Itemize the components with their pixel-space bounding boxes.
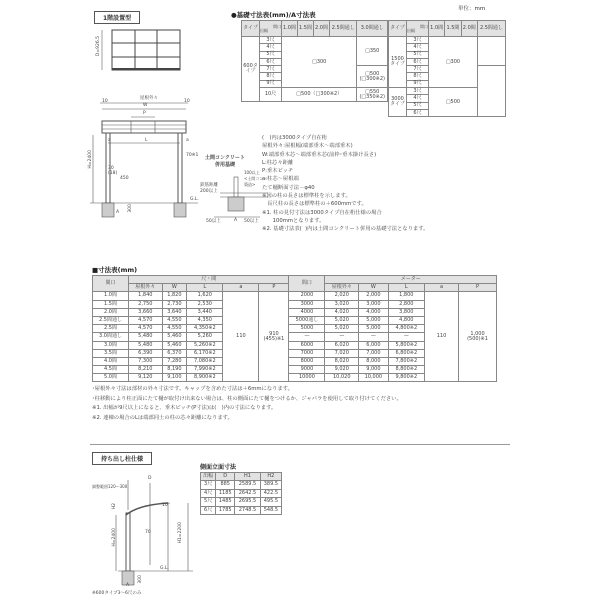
th-col: 1.0間 (282, 21, 298, 37)
cell: 4.5間 (93, 366, 129, 374)
cell: 8000 (289, 357, 325, 365)
depth-dimension: D=926.5 (96, 36, 101, 57)
legend-note: たて樋断面寸法－φ40 (262, 184, 315, 191)
cell: 389.5 (260, 481, 281, 490)
row-label: 8尺 (260, 73, 282, 80)
unit-label: 単位：mm (458, 6, 486, 12)
d-label: D (148, 476, 152, 481)
side-title: 側面立面寸法 (200, 464, 237, 471)
th-side: D (216, 473, 235, 481)
cell: 9,120 (129, 374, 163, 382)
cell: 5,460 (162, 341, 187, 349)
th-l: L (187, 284, 223, 292)
cell: 1185 (216, 489, 235, 498)
table-row (201, 489, 282, 498)
dims-note: ･屋根外々寸法は部材の外々寸法です。キャップを含めた寸法は＋6mmになります。 (92, 386, 293, 392)
a-left-label: a (108, 138, 111, 143)
type-1500: 1500タイプ (389, 37, 407, 88)
cell: 3.0間 (93, 341, 129, 349)
type-600: 600タイプ (242, 37, 260, 102)
cell: 9,020 (325, 366, 359, 374)
slab-title: 土間コンクリート 併用基礎 (205, 155, 245, 168)
cell: 7,300 (129, 357, 163, 365)
row-label: 4尺 (407, 44, 429, 51)
cell: 5,460 (162, 333, 187, 341)
cell-a-right: 110 (425, 292, 459, 382)
slab-side-right: 50以上 (244, 219, 259, 224)
cell: 4,020 (325, 308, 359, 316)
slab-side-left: 50以上 (206, 219, 221, 224)
cell: 6,020 (325, 341, 359, 349)
cell: 3,000 (359, 300, 389, 308)
th-frontage: 間口 (93, 276, 129, 292)
dims-note: ･柱移動により柱正面にたて樋が取付け出来ない場合は、柱の側面にたて樋をつけるか、ジャバラを使用して取り付けてください。 (92, 395, 402, 402)
cell: 6,000 (359, 341, 389, 349)
cell: 3,020 (325, 300, 359, 308)
table-row (93, 292, 497, 300)
cell: 4,000 (359, 308, 389, 316)
row-label: 7尺 (407, 66, 429, 73)
h1-label: H1=2200 (178, 522, 183, 544)
cell: 6尺 (201, 506, 216, 515)
post-size-label: 70※1 (186, 153, 199, 158)
gutter-label: 30 (18) (108, 166, 118, 176)
row-label: 5尺 (407, 102, 429, 109)
cantilever-note: ※600タイプ3～6尺のみ (92, 591, 142, 596)
cell: 5,260 (187, 333, 223, 341)
base-depth-label: 300 (128, 204, 133, 213)
gl-label: G.L. (190, 197, 199, 202)
cell: 5000通し (289, 316, 325, 324)
legend-note: ※2. 基礎寸法表( )内は土間コンクリート併用の基礎寸法となります。 (262, 226, 429, 233)
th-frontage-projection: 間口 出幅 (260, 21, 282, 37)
cell: 2589.5 (235, 481, 261, 490)
cell: 9,000 (359, 366, 389, 374)
depth-label: 300 (138, 575, 143, 584)
row-label: 6尺 (407, 58, 429, 65)
cell: 3,440 (187, 308, 223, 316)
empty-cell (477, 37, 505, 66)
cell: 2,730 (162, 300, 187, 308)
cell: 3,640 (162, 308, 187, 316)
cell-a-left: 110 (223, 292, 259, 382)
h-label: H=2400 (112, 528, 117, 547)
value-500: □500 (□300※2) (357, 66, 388, 88)
th-col: 3.0間通し (357, 21, 388, 37)
th-p: P (259, 284, 289, 292)
row-label: 9尺 (407, 80, 429, 87)
row-label: 5尺 (260, 51, 282, 58)
th-col: 2.5間通し (477, 21, 505, 37)
cell: 3000 (289, 300, 325, 308)
slab-a-label: A (234, 218, 238, 223)
legend-note: P:垂木ピッチ (262, 168, 294, 175)
cell: 1,820 (162, 292, 187, 300)
th-l: L (388, 284, 424, 292)
cell-p-left: 910 (455)※1 (259, 292, 289, 382)
cell: 9,100 (162, 374, 187, 382)
adjust-range-label: 調整範囲120～300 (92, 484, 128, 489)
th-w: W (359, 284, 389, 292)
cell: 3尺 (201, 481, 216, 490)
cell: 1.5間 (93, 300, 129, 308)
value-550: □550 (□350※2) (357, 88, 388, 102)
cell: 4,570 (129, 325, 163, 333)
base-a-label: A (116, 210, 120, 215)
cell: 4.0間 (93, 357, 129, 365)
cell: 10,020 (325, 374, 359, 382)
cell: 7,000 (359, 349, 389, 357)
foundation-table-600 (241, 20, 388, 102)
th-w: W (162, 284, 187, 292)
row-label: 8尺 (407, 73, 429, 80)
dims-note: ※1. 出幅が9尺以上になると、垂木ピッチ(P寸法)は( )内の寸法になります。 (92, 405, 277, 411)
th-group-left: 尺・間 (129, 276, 289, 284)
cell: 2,020 (325, 292, 359, 300)
legend-note: 屋根外々:屋根幅(端部垂木～端部垂木) (262, 143, 353, 150)
row-label: 6尺 (260, 58, 282, 65)
cell: 5尺 (201, 498, 216, 507)
cell: 2.0間 (93, 308, 129, 316)
a-right-label: a (186, 138, 189, 143)
cell: 8,210 (129, 366, 163, 374)
th-col: 1.5間 (298, 21, 314, 37)
row-label: 10尺 (260, 88, 282, 102)
cell: 1.0間 (93, 292, 129, 300)
table-row (201, 506, 282, 515)
th-col: 1.5間 (445, 21, 461, 37)
l-label: L (145, 138, 148, 143)
cell: 10,000 (359, 374, 389, 382)
value-1500: □300 (429, 37, 478, 88)
cell: 5,000 (359, 325, 389, 333)
cell: 8,190 (162, 366, 187, 374)
foundation-table-1500-3000 (388, 20, 506, 117)
th-a: a (223, 284, 259, 292)
side-elevation-table (200, 472, 282, 515)
cell: 422.5 (260, 489, 281, 498)
cell: 1,840 (129, 292, 163, 300)
row-label: 7尺 (260, 66, 282, 73)
row-label: 4尺 (260, 44, 282, 51)
w-label: W (143, 103, 148, 108)
cell: 5,800※2 (388, 341, 424, 349)
h2-label: H2 (112, 503, 117, 510)
row-label: 5尺 (407, 51, 429, 58)
legend-note: ※図の柱の長さは標準柱を示します。 (262, 193, 351, 200)
cell: 1485 (216, 498, 235, 507)
th-side: H2 (260, 473, 281, 481)
legend-note: W:端部垂木芯～端部垂木芯(前枠･垂木掛け長さ) (262, 151, 377, 158)
cell: 9000 (289, 366, 325, 374)
cell: 5,000 (359, 316, 389, 324)
type-3000: 3000タイプ (389, 88, 407, 117)
install-type-label: 1階設置型 (94, 11, 140, 24)
cell: 4,570 (129, 316, 163, 324)
th-type: タイプ (242, 21, 260, 37)
height-label: H=2400 (88, 150, 93, 169)
cell: 7,080※2 (187, 357, 223, 365)
post-label: 70 (145, 530, 151, 535)
cell: 548.5 (260, 506, 281, 515)
cell: 5,480 (129, 333, 163, 341)
cell: 885 (216, 481, 235, 490)
row-label: 6尺 (407, 109, 429, 116)
cell: 6,390 (129, 349, 163, 357)
header-row (201, 473, 282, 481)
cell: 5.0間 (93, 374, 129, 382)
slab-spacing-label: 鉄筋距離 200以上 (200, 183, 218, 194)
cell: 2,750 (129, 300, 163, 308)
th-col: 2.0間 (461, 21, 477, 37)
th-group-right: メーター (325, 276, 497, 284)
p-label: P (143, 111, 146, 116)
cell: — (359, 333, 389, 341)
cell: 2.5間通し (93, 316, 129, 324)
cell: 3.0間通し (93, 333, 129, 341)
th-roof: 屋根外々 (325, 284, 359, 292)
row-label: 4尺 (407, 95, 429, 102)
cell: 3,800 (388, 308, 424, 316)
cell: 2,800 (388, 300, 424, 308)
th-col: 1.0間 (429, 21, 445, 37)
legend-note: ( )内は3000タイプ自在桁 (262, 135, 328, 141)
roof-outer-label: 屋根外々 (140, 96, 158, 101)
cell: 2748.5 (235, 506, 261, 515)
cell: 2642.5 (235, 489, 261, 498)
cell: 7,800※2 (388, 357, 424, 365)
cell: 4000 (289, 308, 325, 316)
value-300: □300 (282, 37, 357, 88)
cell: 4,350 (187, 316, 223, 324)
dims-title: ■寸法表(mm) (92, 266, 138, 274)
section-divider (90, 444, 510, 445)
th-roof: 屋根外々 (129, 284, 163, 292)
cell: 2.5間 (93, 325, 129, 333)
cell-p-right: 1,000 (500)※1 (459, 292, 497, 382)
value-3000: □500 (429, 88, 478, 117)
cell: 4尺 (201, 489, 216, 498)
row-label: 3尺 (260, 37, 282, 44)
cell: 8,020 (325, 357, 359, 365)
cell: 7000 (289, 349, 325, 357)
legend-notes (262, 134, 428, 234)
cell: 7,020 (325, 349, 359, 357)
th-side: H1 (235, 473, 261, 481)
cell: 5000 (289, 325, 325, 333)
cell: 8,800※2 (388, 366, 424, 374)
cell: 7,280 (162, 357, 187, 365)
cell: 4,800※2 (388, 325, 424, 333)
cell: 8,900※2 (187, 374, 223, 382)
top-view-diagram (90, 25, 190, 75)
th-side: 出幅 (201, 473, 216, 481)
gutter-height-label: 450 (120, 176, 129, 181)
foundation-title: ●基礎寸法表(mm)/A寸法表 (231, 11, 316, 19)
cell: 1785 (216, 506, 235, 515)
cell: 6000 (289, 341, 325, 349)
th-a: a (425, 284, 459, 292)
row-label: 3尺 (407, 88, 429, 95)
cell: 6,800※2 (388, 349, 424, 357)
cell: 495.5 (260, 498, 281, 507)
cell: 5,260※2 (187, 341, 223, 349)
cell: 4,350※2 (187, 325, 223, 333)
cell: 2000 (289, 292, 325, 300)
value-350: □350 (357, 37, 388, 66)
dimension-table (92, 275, 497, 382)
cell: 5,020 (325, 325, 359, 333)
cell: — (289, 333, 325, 341)
cell: 1,620 (187, 292, 223, 300)
cell: — (325, 333, 359, 341)
cell: 4,550 (162, 325, 187, 333)
cell: 2695.5 (235, 498, 261, 507)
value-10: □500（□300※2） (282, 88, 357, 102)
cell: 4,800 (388, 316, 424, 324)
cell: 5,480 (129, 341, 163, 349)
cell: 4,550 (162, 316, 187, 324)
cell: 10000 (289, 374, 325, 382)
th-col: 2.5間通し (330, 21, 357, 37)
dims-notes (92, 385, 402, 423)
cell: — (388, 333, 424, 341)
th-p: P (459, 284, 497, 292)
cell: 1,800 (388, 292, 424, 300)
cell: 7,990※2 (187, 366, 223, 374)
row-label: 3尺 (407, 37, 429, 44)
cell: 3.5間 (93, 349, 129, 357)
cell: 2,530 (187, 300, 223, 308)
ten-right-label: 10 (184, 99, 190, 104)
empty-cell (477, 66, 505, 117)
th-type: タイプ (389, 21, 407, 37)
angle-label: 10° (162, 503, 170, 508)
cell: 9,800※2 (388, 374, 424, 382)
legend-note: 100mmとなります。 (262, 217, 325, 224)
table-row (201, 481, 282, 490)
legend-note: L:柱芯々距離 (262, 159, 294, 166)
th-frontage: 間口 (289, 276, 325, 292)
cell: 8,000 (359, 357, 389, 365)
slab-top-label: 100以上 <土間コン・ 築造> (244, 170, 268, 187)
cell: 5,020 (325, 316, 359, 324)
gl-label: G.L. (160, 566, 169, 571)
cell: 6,170※2 (187, 349, 223, 357)
th-frontage-projection: 間口 出幅 (407, 21, 429, 37)
legend-note: 長尺柱の長さは標準柱の＋600mmです。 (262, 201, 367, 208)
table-row (201, 498, 282, 507)
row-label: 9尺 (260, 80, 282, 87)
ten-left-label: 10 (102, 99, 108, 104)
legend-note: a:柱芯～屋根端 (262, 176, 299, 183)
cell: 2,000 (359, 292, 389, 300)
cell: 6,370 (162, 349, 187, 357)
th-col: 2.0間 (314, 21, 330, 37)
a-label: A (126, 583, 130, 588)
cell: 3,660 (129, 308, 163, 316)
cantilever-label: 持ち出し柱仕様 (92, 452, 152, 465)
dims-note: ※2. 連棟の場合のLは端部同士の柱の芯々距離になります。 (92, 414, 233, 421)
legend-note: ※1. 柱の見付寸法は3000タイプ自在桁仕様の場合 (262, 209, 382, 216)
